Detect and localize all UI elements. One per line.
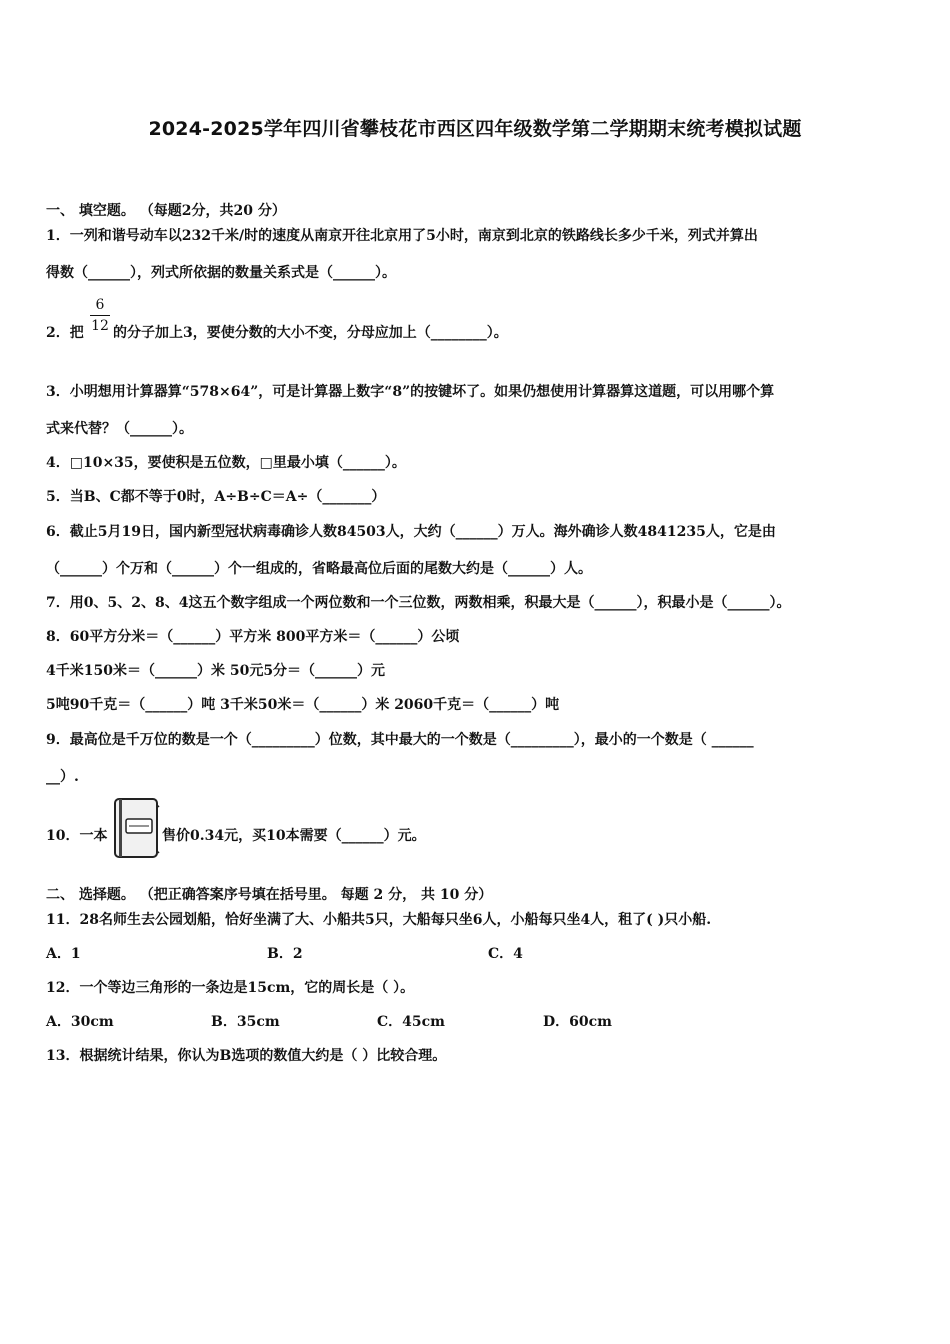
q8-line3: 5吨90千克＝（______）吨 3千米50米＝（______）米 2060千克＝（______）吨 bbox=[46, 697, 560, 713]
q2-prefix: 2．把 bbox=[46, 325, 84, 341]
q9-line2: __）. bbox=[46, 769, 79, 785]
q5: 5．当B、C都不等于0时，A÷B÷C＝A÷（_______） bbox=[46, 489, 386, 505]
q11-option-a: A．1 bbox=[46, 946, 81, 962]
fraction-bar bbox=[90, 315, 110, 316]
q6-line2: （______）个万和（______）个一组成的，省略最高位后面的尾数大约是（______）人。 bbox=[46, 561, 592, 577]
q12-option-a: A．30cm bbox=[46, 1014, 114, 1030]
q3-line1: 3．小明想用计算器算“578×64”，可是计算器上数字“8”的按键坏了。如果仍想使用计算器算这道题，可以用哪个算 bbox=[46, 384, 775, 400]
q2-suffix: 的分子加上3，要使分数的大小不变，分母应加上（________）。 bbox=[113, 325, 508, 341]
fraction-numerator: 6 bbox=[95, 297, 105, 313]
q4: 4．□10×35，要使积是五位数，□里最小填（______）。 bbox=[46, 455, 406, 471]
q10-suffix: 售价0.34元，买10本需要（______）元。 bbox=[162, 828, 426, 844]
fraction-6-12 bbox=[90, 296, 110, 335]
q1-line2: 得数（______），列式所依据的数量关系式是（______）。 bbox=[46, 265, 396, 281]
section1-heading: 一、 填空题。 （每题2分，共20 分） bbox=[46, 203, 286, 219]
q11-option-b: B．2 bbox=[267, 946, 303, 962]
q1-line1: 1．一列和谐号动车以232千米/时的速度从南京开往北京用了5小时，南京到北京的铁路线长多少千米，列式并算出 bbox=[46, 228, 758, 244]
q10-prefix: 10．一本 bbox=[46, 828, 108, 844]
q12-option-c: C．45cm bbox=[377, 1014, 445, 1030]
q11-stem: 11．28名师生去公园划船，恰好坐满了大、小船共5只，大船每只坐6人，小船每只坐4人，租了( )只小船. bbox=[46, 912, 712, 928]
q3-line2: 式来代替？（______）。 bbox=[46, 421, 193, 437]
q12-option-b: B．35cm bbox=[211, 1014, 280, 1030]
section2-heading: 二、 选择题。 （把正确答案序号填在括号里。 每题 2 分， 共 10 分） bbox=[46, 887, 493, 903]
q12-stem: 12．一个等边三角形的一条边是15cm，它的周长是（ ）。 bbox=[46, 980, 415, 996]
q6-line1: 6．截止5月19日，国内新型冠状病毒确诊人数84503人，大约（______）万人。海外确诊人数4841235人，它是由 bbox=[46, 524, 776, 540]
q11-option-c: C．4 bbox=[488, 946, 523, 962]
q7: 7．用0、5、2、8、4这五个数字组成一个两位数和一个三位数，两数相乘，积最大是（______），积最小是（______）。 bbox=[46, 595, 791, 611]
q13-stem: 13．根据统计结果，你认为B选项的数值大约是（ ）比较合理。 bbox=[46, 1048, 447, 1064]
q12-option-d: D．60cm bbox=[543, 1014, 612, 1030]
q8-line2: 4千米150米＝（______）米 50元5分＝（______）元 bbox=[46, 663, 386, 679]
q9-line1: 9．最高位是千万位的数是一个（_________）位数，其中最大的一个数是（_________），最小的一个数是（ ______ bbox=[46, 732, 754, 748]
notebook-icon bbox=[112, 797, 162, 861]
q8-line1: 8．60平方分米＝（______）平方米 800平方米＝（______）公顷 bbox=[46, 629, 460, 645]
fraction-denominator: 12 bbox=[91, 318, 109, 334]
page-title: 2024-2025学年四川省攀枝花市西区四年级数学第二学期期末统考模拟试题 bbox=[148, 118, 802, 140]
